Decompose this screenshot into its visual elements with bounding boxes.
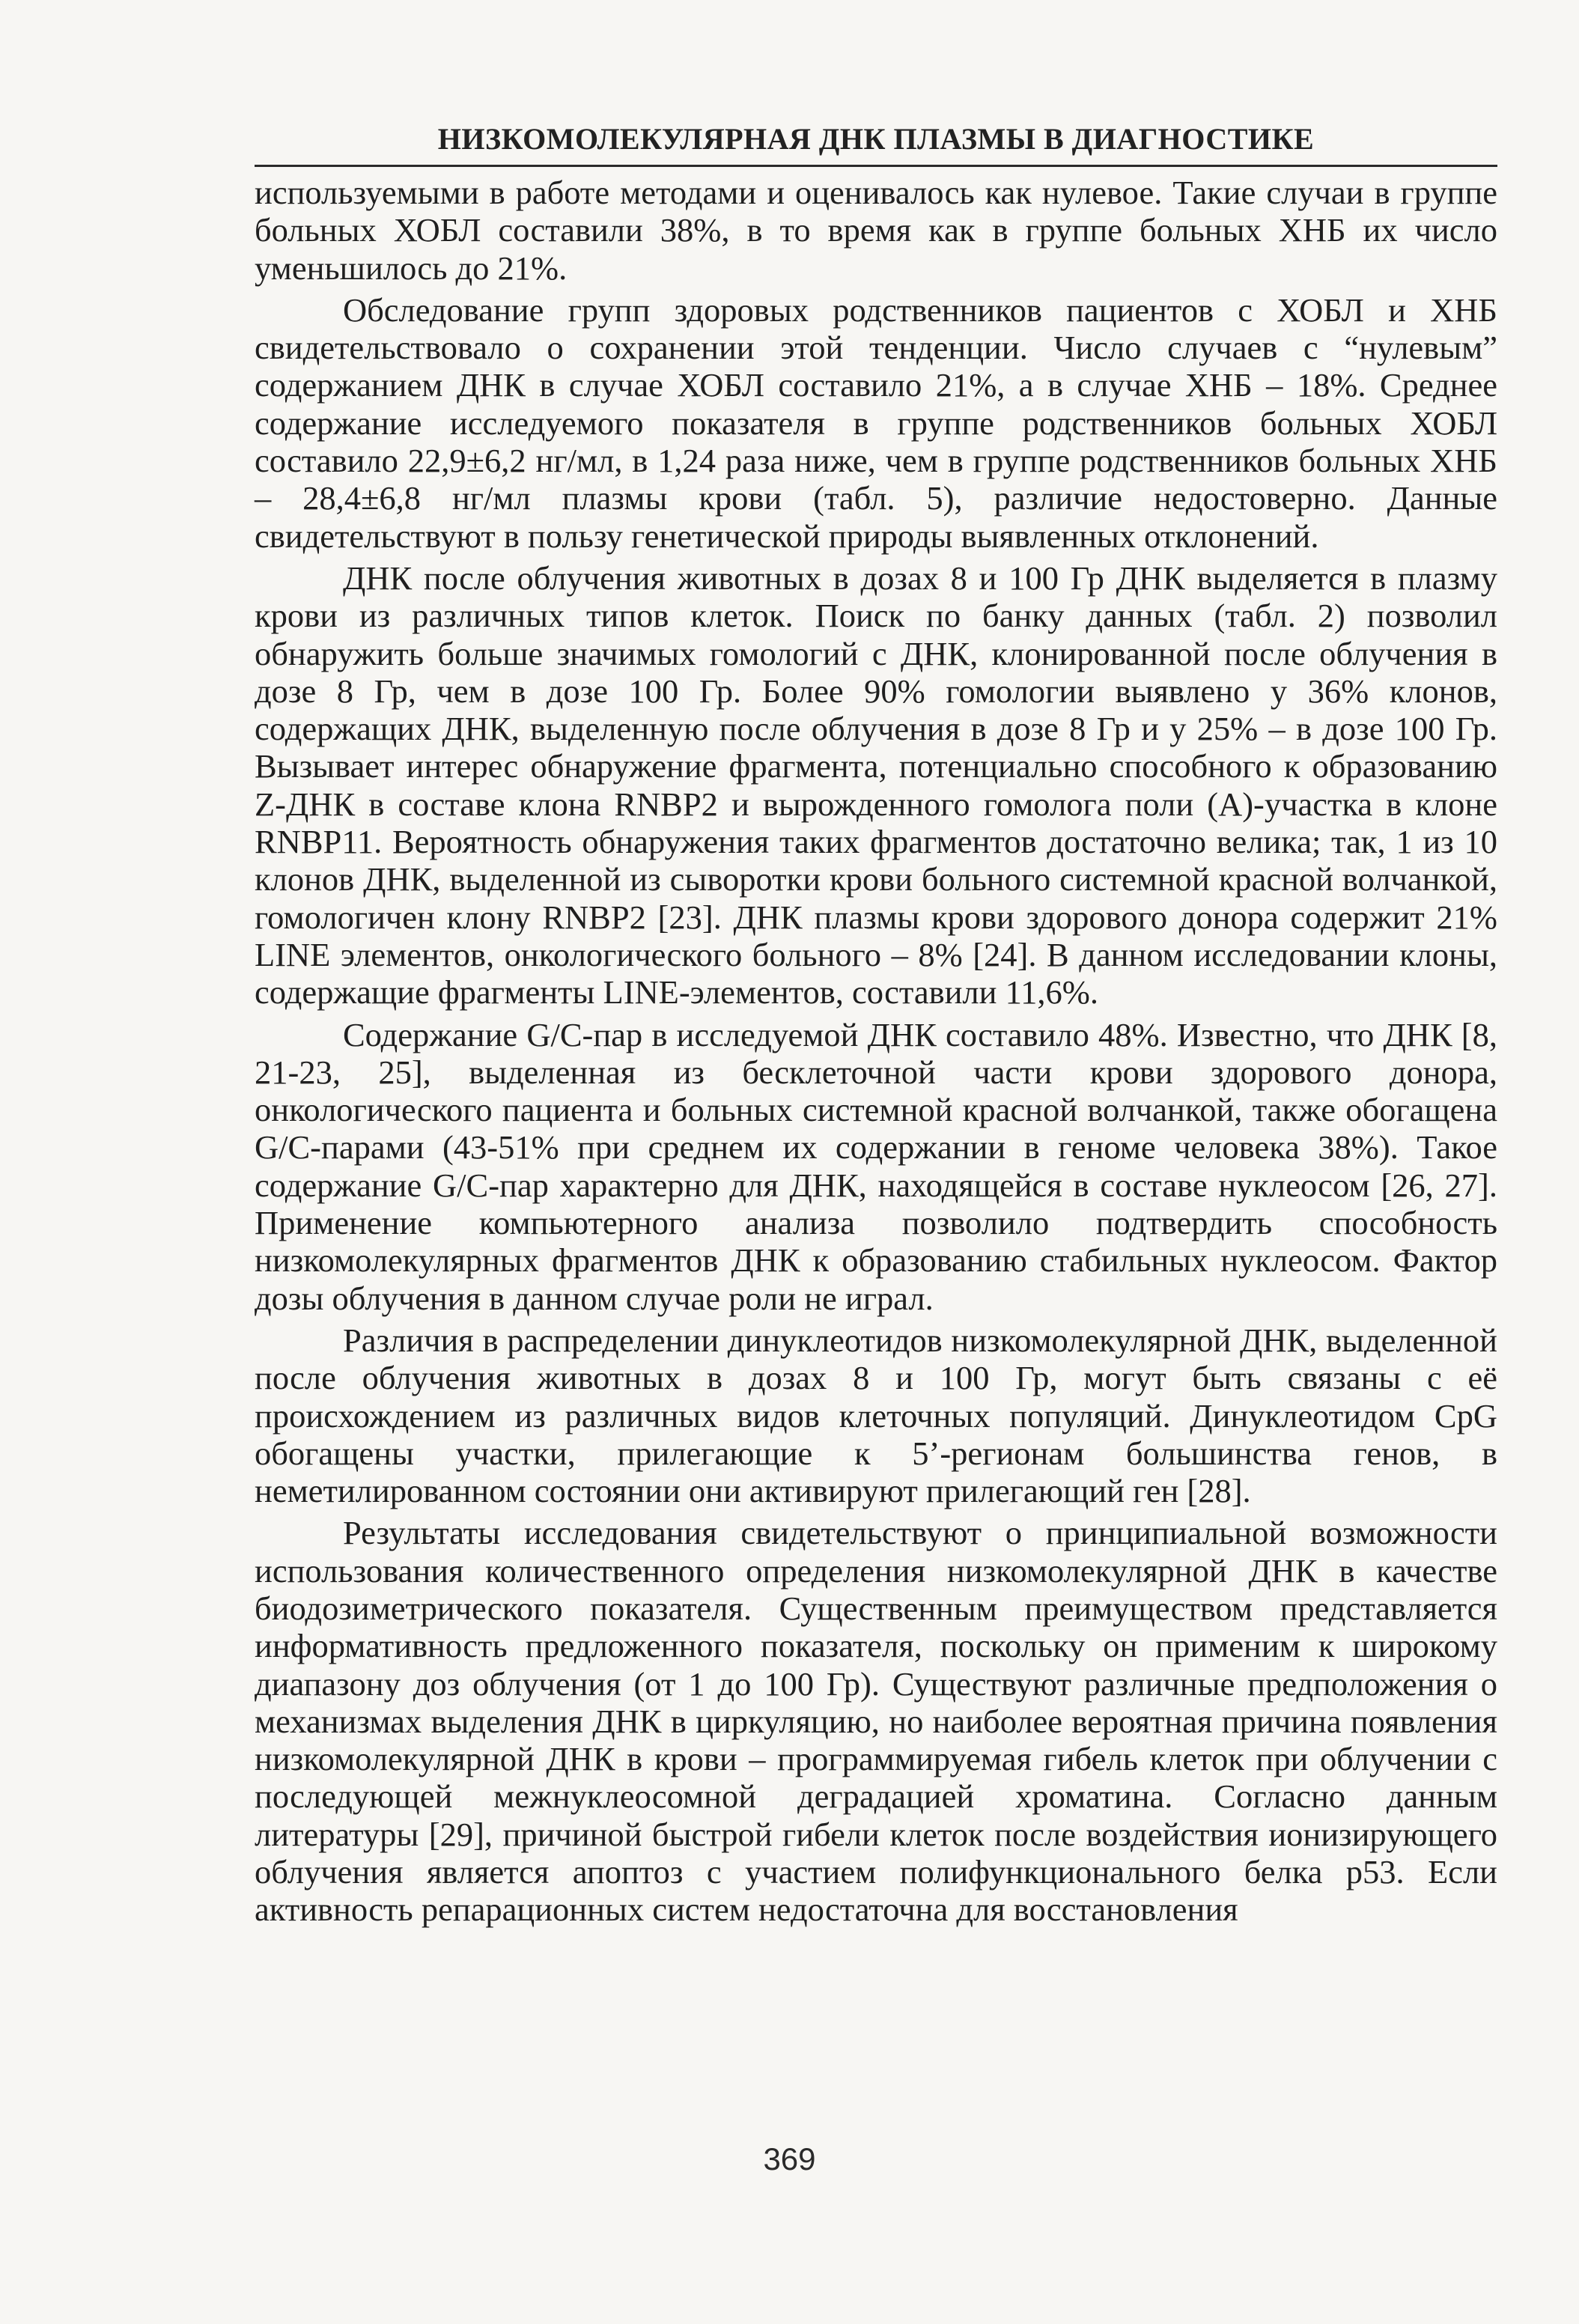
paragraph-continued: используемыми в работе методами и оценивалось как нулевое. Такие случаи в группе больных ХОБЛ составили 38%, в то время как в группе больных ХНБ их число уменьшилось до 21%. <box>255 174 1497 287</box>
body-text <box>255 174 1497 1933</box>
page-number: 369 <box>763 2141 816 2177</box>
paragraph: Различия в распределении динуклеотидов низкомолекулярной ДНК, выделенной после облучения животных в дозах 8 и 100 Гр, могут быть связаны с её происхождением из различных видов клеточных популяций. Динуклеотидом CpG обогащены участки, прилегающие к 5’-регионам большинства генов, в неметилированном состоянии они активируют прилегающий ген [28]. <box>255 1321 1497 1510</box>
running-title: НИЗКОМОЛЕКУЛЯРНАЯ ДНК ПЛАЗМЫ В ДИАГНОСТИКЕ <box>437 122 1315 156</box>
paragraph: ДНК после облучения животных в дозах 8 и 100 Гр ДНК выделяется в плазму крови из различных типов клеток. Поиск по банку данных (табл. 2) позволил обнаружить больше значимых гомологий с ДНК, клонированной после облучения в дозе 8 Гр, чем в дозе 100 Гр. Более 90% гомологии выявлено у 36% клонов, содержащих ДНК, выделенную после облучения в дозе 8 Гр и у 25% – в дозе 100 Гр. Вызывает интерес обнаружение фрагмента, потенциально способного к образованию Z-ДНК в составе клона RNBP2 и вырожденного гомолога поли (А)-участка в клоне RNBP11. Вероятность обнаружения таких фрагментов достаточно велика; так, 1 из 10 клонов ДНК, выделенной из сыворотки крови больного системной красной волчанкой, гомологичен клону RNBP2 [23]. ДНК плазмы крови здорового донора содержит 21% LINE элементов, онкологического больного – 8% [24]. В данном исследовании клоны, содержащие фрагменты LINE-элементов, составили 11,6%. <box>255 559 1497 1012</box>
paragraph: Результаты исследования свидетельствуют о принципиальной возможности использования количественного определения низкомолекулярной ДНК в качестве биодозиметрического показателя. Существенным преимуществом представляется информативность предложенного показателя, поскольку он применим к широкому диапазону доз облучения (от 1 до 100 Гр). Существуют различные предположения о механизмах выделения ДНК в циркуляцию, но наиболее вероятная причина появления низкомолекулярной ДНК в крови – программируемая гибель клеток при облучении с последующей межнуклеосомной деградацией хроматина. Согласно данным литературы [29], причиной быстрой гибели клеток после воздействия ионизирующего облучения является апоптоз с участием полифункционального белка p53. Если активность репарационных систем недостаточна для восстановления <box>255 1514 1497 1929</box>
paragraph: Содержание G/C-пар в исследуемой ДНК составило 48%. Известно, что ДНК [8, 21-23, 25], выделенная из бесклеточной части крови здорового донора, онкологического пациента и больных системной красной волчанкой, также обогащена G/C-парами (43-51% при среднем их содержании в геноме человека 38%). Такое содержание G/C-пар характерно для ДНК, находящейся в составе нуклеосом [26, 27]. Применение компьютерного анализа позволило подтвердить способность низкомолекулярных фрагментов ДНК к образованию стабильных нуклеосом. Фактор дозы облучения в данном случае роли не играл. <box>255 1015 1497 1317</box>
paragraph: Обследование групп здоровых родственников пациентов с ХОБЛ и ХНБ свидетельствовало о сохранении этой тенденции. Число случаев с “нулевым” содержанием ДНК в случае ХОБЛ составило 21%, а в случае ХНБ – 18%. Среднее содержание исследуемого показателя в группе родственников больных ХОБЛ составило 22,9±6,2 нг/мл, в 1,24 раза ниже, чем в группе родственников больных ХНБ – 28,4±6,8 нг/мл плазмы крови (табл. 5), различие недостоверно. Данные свидетельствуют в пользу генетической природы выявленных отклонений. <box>255 290 1497 555</box>
header-rule <box>255 165 1497 167</box>
